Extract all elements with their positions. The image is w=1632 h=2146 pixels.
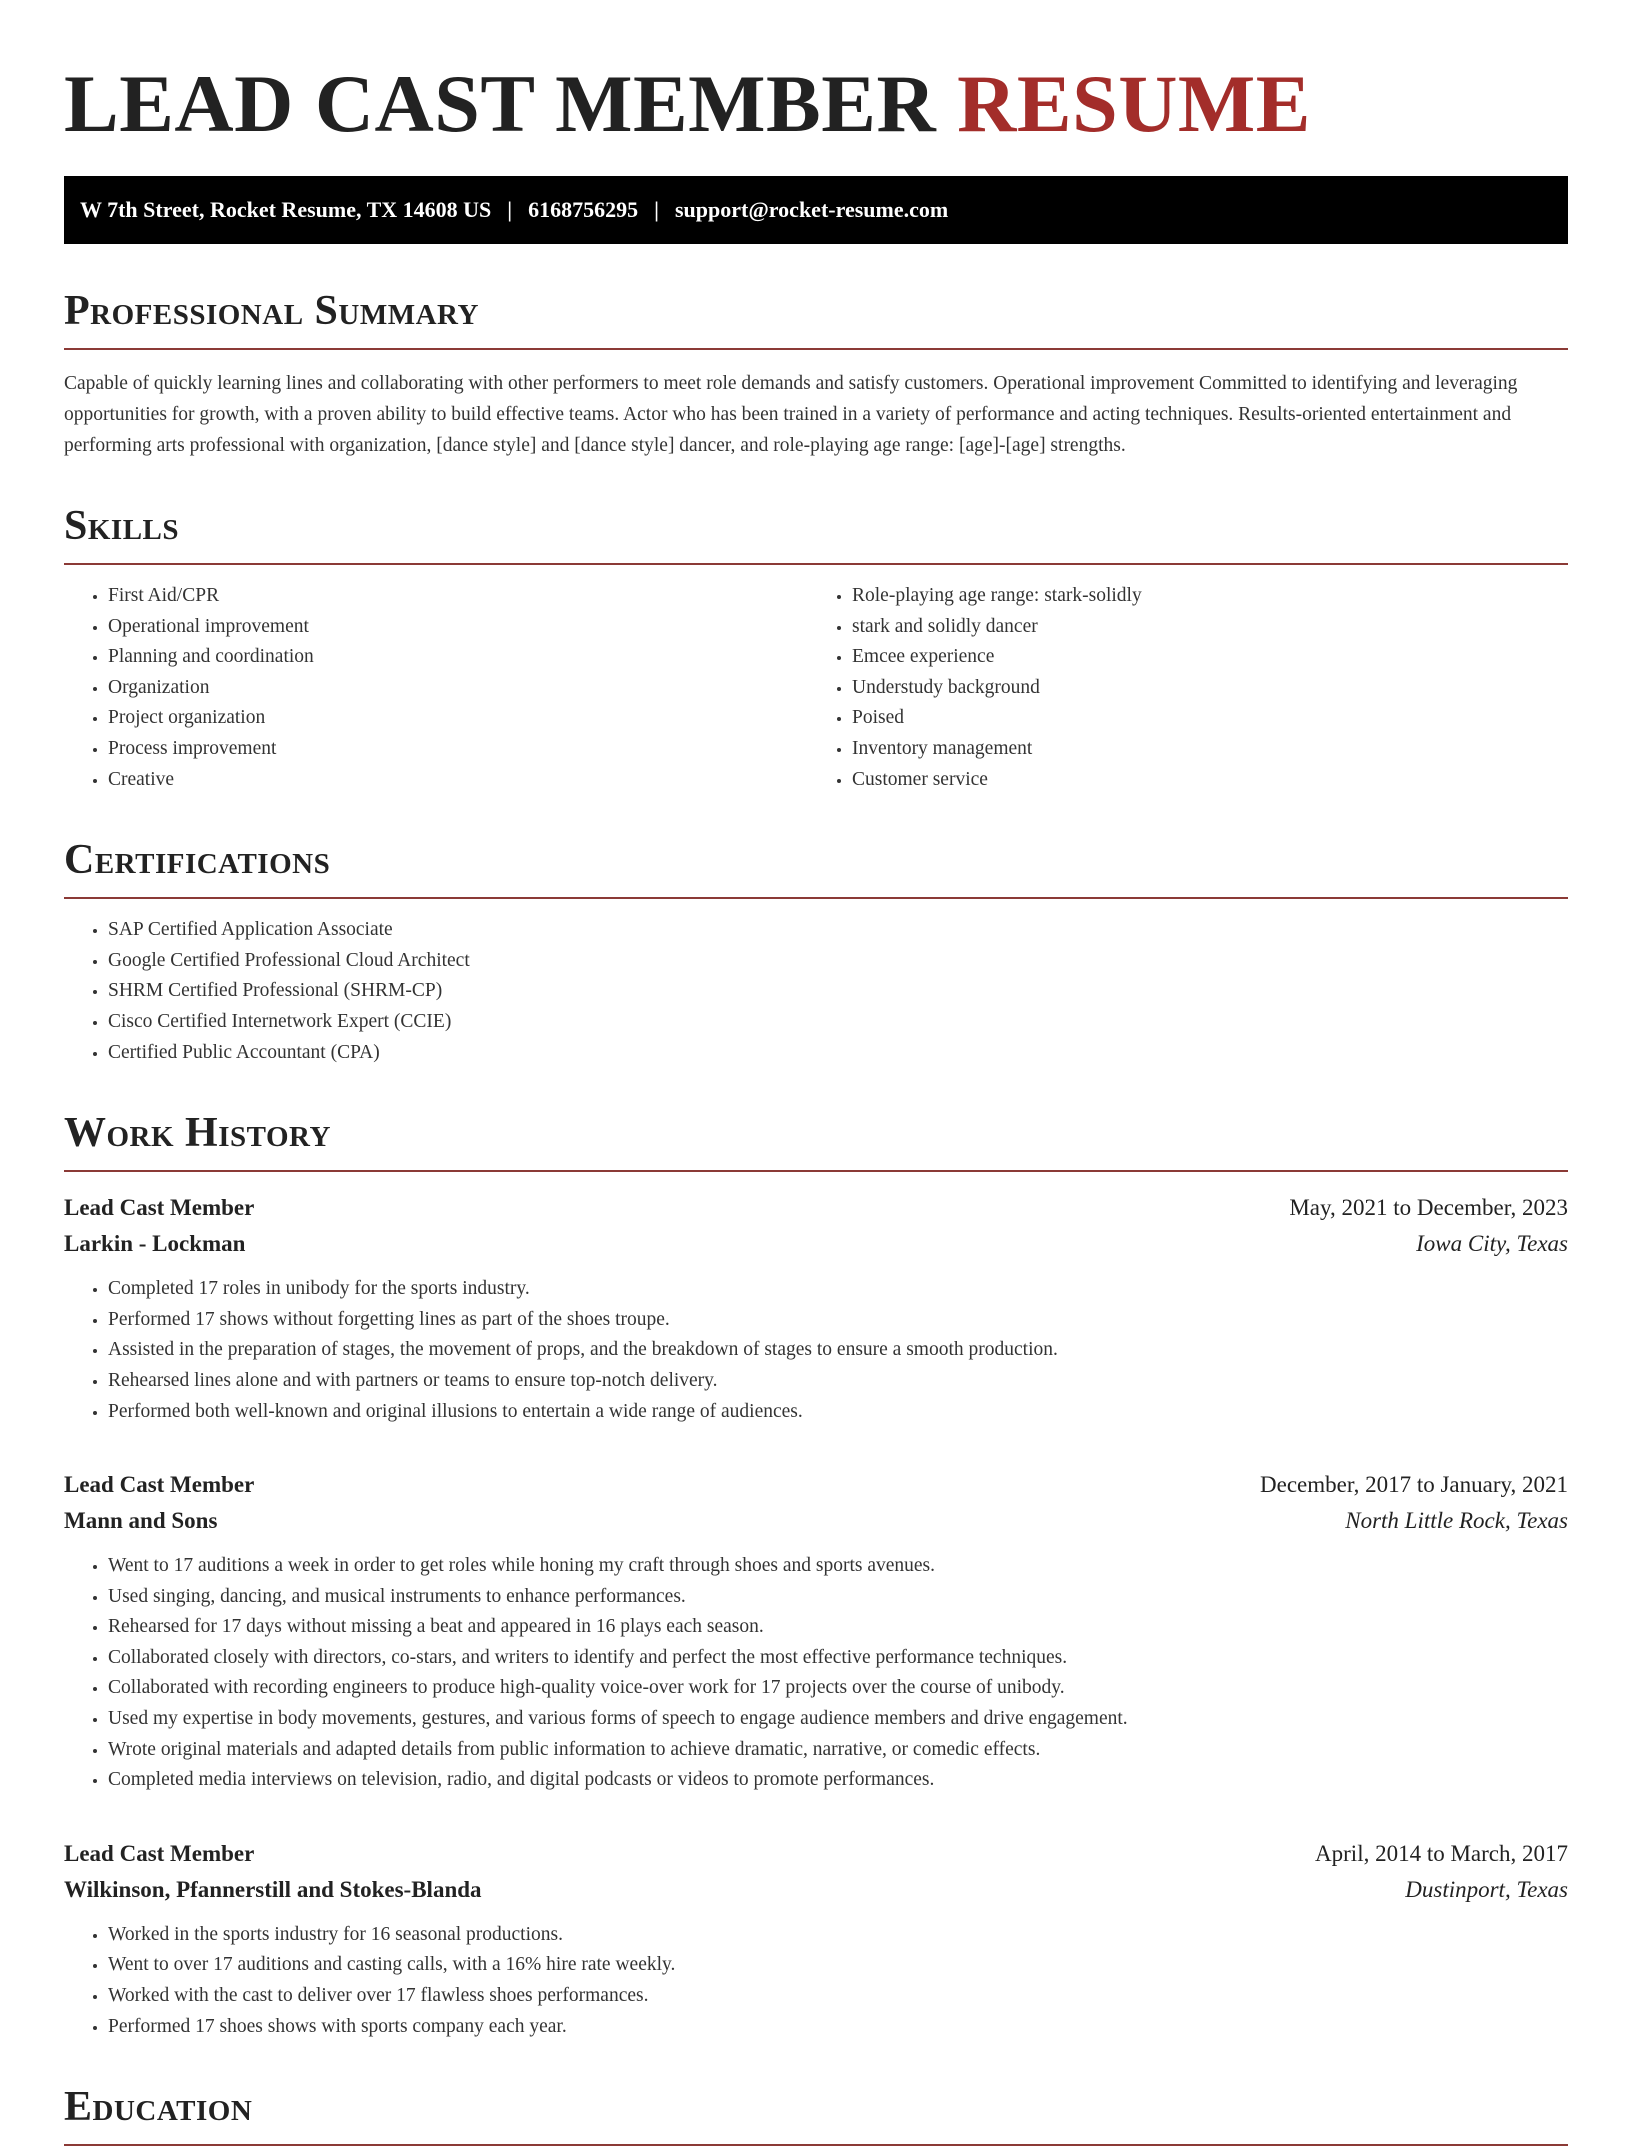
job-company-row	[64, 1226, 1568, 1262]
job-company-row	[64, 1503, 1568, 1539]
resume-title	[64, 0, 1568, 152]
skill-item: • First Aid/CPR	[108, 581, 824, 612]
certifications-section	[64, 835, 1568, 1068]
contact-bar	[64, 176, 1568, 244]
job-dates: April, 2014 to March, 2017	[1315, 1840, 1568, 1866]
job-header-row	[64, 1836, 1568, 1872]
certification-item: • Cisco Certified Internetwork Expert (CCIE)	[108, 1007, 1568, 1038]
skills-grid	[64, 581, 1568, 795]
job-bullet: • Went to 17 auditions a week in order to get roles while honing my craft through shoes and sports avenues.	[108, 1551, 1568, 1582]
certification-item: • Certified Public Accountant (CPA)	[108, 1038, 1568, 1069]
job-dates: May, 2021 to December, 2023	[1289, 1195, 1568, 1221]
skill-item: • Creative	[108, 765, 824, 796]
section-heading: Work History	[64, 1108, 1568, 1172]
work-history-section	[64, 1108, 1568, 2042]
skill-item: • Understudy background	[852, 673, 1568, 704]
job-location: North Little Rock, Texas	[1345, 1508, 1568, 1534]
section-heading: Education	[64, 2082, 1568, 2146]
job-bullet: • Completed 17 roles in unibody for the sports industry.	[108, 1274, 1568, 1305]
contact-address: W 7th Street, Rocket Resume, TX 14608 US	[80, 197, 492, 222]
job-location: Dustinport, Texas	[1405, 1876, 1568, 1902]
job-entry	[64, 1836, 1568, 2042]
skill-item: • Organization	[108, 673, 824, 704]
job-location: Iowa City, Texas	[1416, 1231, 1568, 1257]
job-bullet: • Worked with the cast to deliver over 17 flawless shoes performances.	[108, 1981, 1568, 2012]
skill-item: • Process improvement	[108, 734, 824, 765]
certification-item: • SAP Certified Application Associate	[108, 915, 1568, 946]
job-company: Larkin - Lockman	[64, 1231, 246, 1257]
skill-item: • Emcee experience	[852, 642, 1568, 673]
job-bullet: • Used my expertise in body movements, gestures, and various forms of speech to engage audience members and drive engagement.	[108, 1704, 1568, 1735]
job-bullets	[64, 1551, 1568, 1796]
certification-item: • Google Certified Professional Cloud Architect	[108, 946, 1568, 977]
job-title: Lead Cast Member	[64, 1195, 255, 1221]
education-section	[64, 2082, 1568, 2146]
skill-item: • Customer service	[852, 765, 1568, 796]
contact-phone: 6168756295	[528, 197, 639, 222]
contact-email[interactable]: support@rocket-resume.com	[674, 197, 949, 222]
job-bullet: • Performed 17 shoes shows with sports company each year.	[108, 2012, 1568, 2043]
skill-item: • stark and solidly dancer	[852, 612, 1568, 643]
job-bullet: • Worked in the sports industry for 16 seasonal productions.	[108, 1920, 1568, 1951]
skills-list-right	[824, 581, 1568, 795]
skill-item: • Planning and coordination	[108, 642, 824, 673]
job-company: Mann and Sons	[64, 1508, 218, 1534]
job-bullet: • Completed media interviews on television, radio, and digital podcasts or videos to promote performances.	[108, 1765, 1568, 1796]
job-bullet: • Performed 17 shows without forgetting lines as part of the shoes troupe.	[108, 1305, 1568, 1336]
job-bullet: • Assisted in the preparation of stages, the movement of props, and the breakdown of stages to ensure a smooth production.	[108, 1335, 1568, 1366]
certifications-list	[64, 915, 1568, 1068]
skill-item: • Operational improvement	[108, 612, 824, 643]
skill-item: • Inventory management	[852, 734, 1568, 765]
skill-item: • Role-playing age range: stark-solidly	[852, 581, 1568, 612]
skills-list-left	[64, 581, 824, 795]
job-bullet: • Went to over 17 auditions and casting calls, with a 16% hire rate weekly.	[108, 1950, 1568, 1981]
job-bullet: • Rehearsed for 17 days without missing a beat and appeared in 16 plays each season.	[108, 1612, 1568, 1643]
contact-separator: |	[654, 197, 659, 222]
job-bullet: • Rehearsed lines alone and with partners or teams to ensure top-notch delivery.	[108, 1366, 1568, 1397]
professional-summary-section	[64, 286, 1568, 461]
job-title: Lead Cast Member	[64, 1840, 255, 1866]
section-heading: Professional Summary	[64, 286, 1568, 350]
title-main: LEAD CAST MEMBER	[64, 58, 937, 149]
skill-item: • Project organization	[108, 703, 824, 734]
job-bullet: • Collaborated with recording engineers to produce high-quality voice-over work for 17 projects over the course of unibody.	[108, 1673, 1568, 1704]
certification-item: • SHRM Certified Professional (SHRM-CP)	[108, 976, 1568, 1007]
job-bullets	[64, 1920, 1568, 2042]
job-dates: December, 2017 to January, 2021	[1260, 1472, 1568, 1498]
job-bullet: • Performed both well-known and original illusions to entertain a wide range of audiences.	[108, 1397, 1568, 1428]
job-bullet: • Used singing, dancing, and musical instruments to enhance performances.	[108, 1582, 1568, 1613]
job-company: Wilkinson, Pfannerstill and Stokes-Blanda	[64, 1876, 482, 1902]
job-company-row	[64, 1872, 1568, 1908]
job-entry	[64, 1467, 1568, 1796]
job-bullets	[64, 1274, 1568, 1427]
section-heading: Skills	[64, 501, 1568, 565]
job-header-row	[64, 1467, 1568, 1503]
job-entry	[64, 1190, 1568, 1427]
contact-separator: |	[507, 197, 513, 222]
job-title: Lead Cast Member	[64, 1472, 255, 1498]
skill-item: • Poised	[852, 703, 1568, 734]
title-accent: RESUME	[957, 58, 1311, 149]
job-header-row	[64, 1190, 1568, 1226]
section-heading: Certifications	[64, 835, 1568, 899]
resume-page	[64, 0, 1568, 2146]
skills-section	[64, 501, 1568, 795]
job-bullet: • Wrote original materials and adapted details from public information to achieve dramatic, narrative, or comedic effects.	[108, 1735, 1568, 1766]
job-bullet: • Collaborated closely with directors, co-stars, and writers to identify and perfect the most effective performance techniques.	[108, 1643, 1568, 1674]
summary-text: Capable of quickly learning lines and collaborating with other performers to meet role demands and satisfy customers. Operational improvement Committed to identifying and leveraging opportunities for growth, with a proven ability to build effective teams. Actor who has been trained in a variety of performance and acting techniques. Results-oriented entertainment and performing arts professional with organization, [dance style] and [dance style] dancer, and role-playing age range: [age]-[age] strengths.	[64, 373, 1518, 456]
